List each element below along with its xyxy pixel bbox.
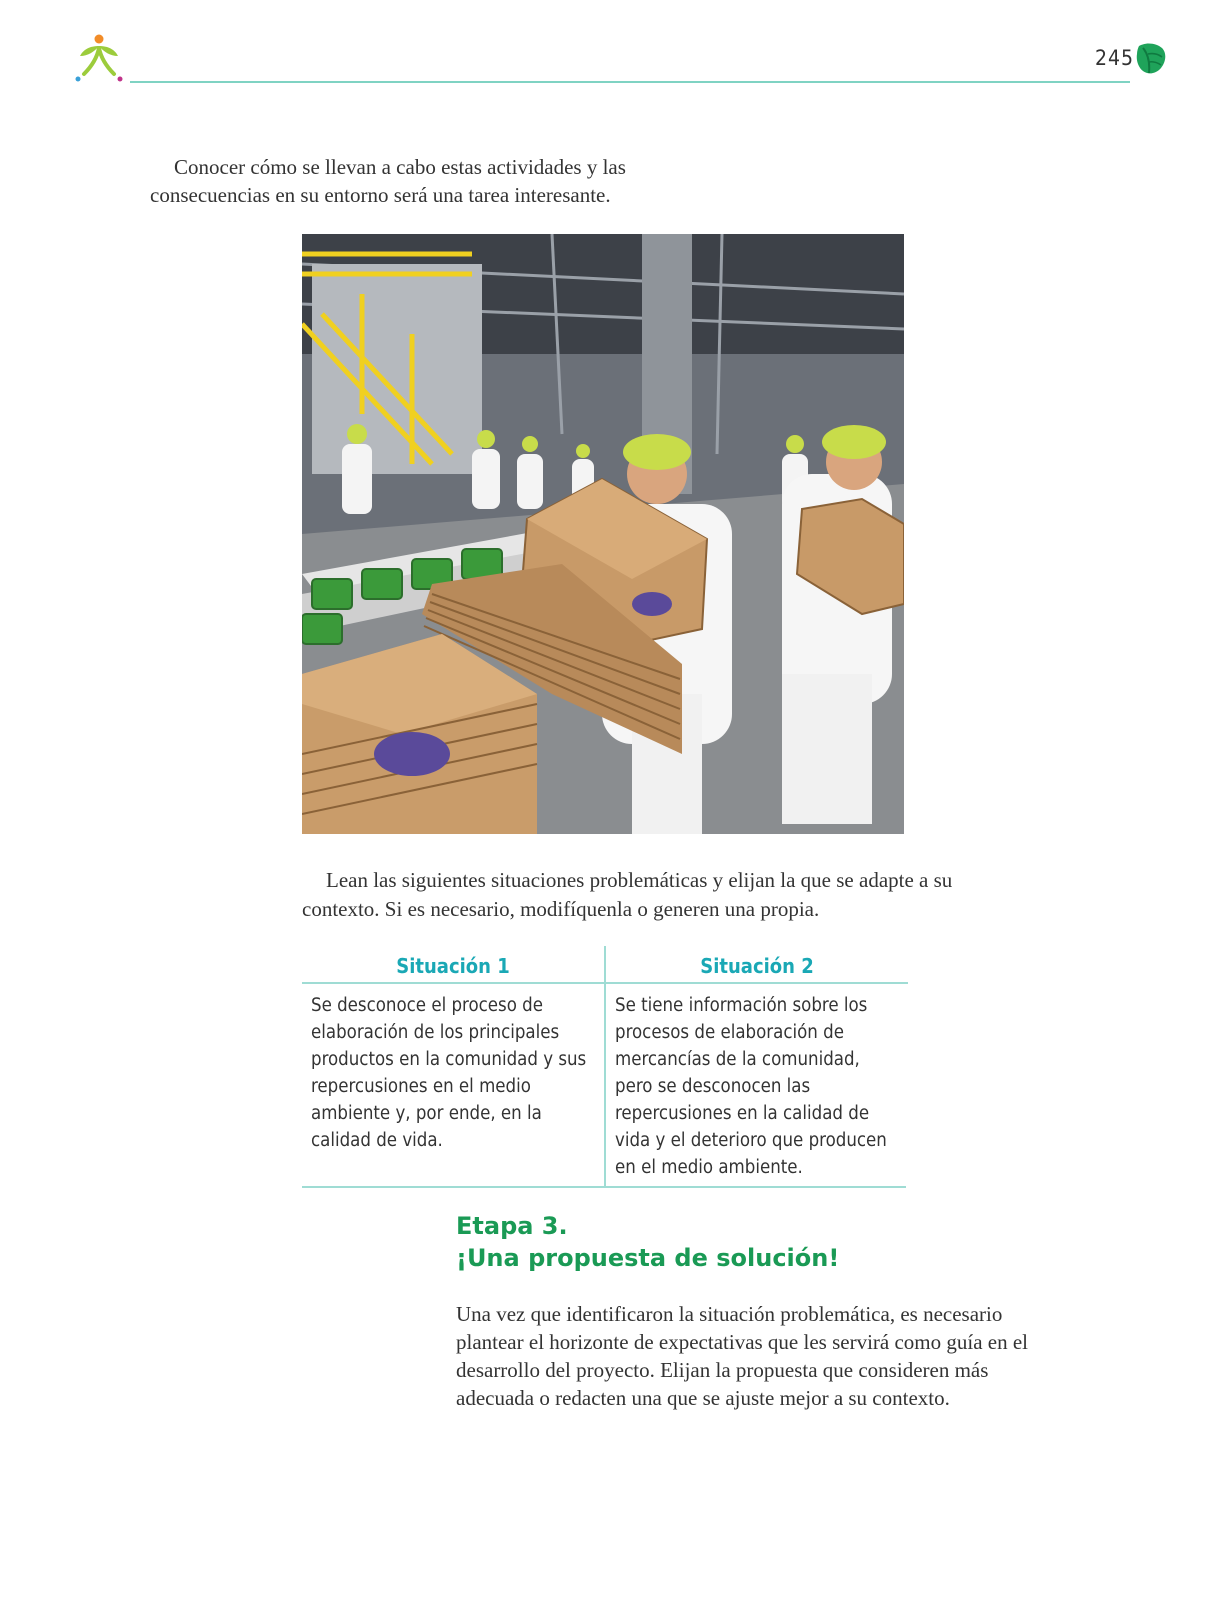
intro-paragraph: [150, 153, 710, 209]
situation-2-column: [604, 946, 908, 1186]
stage-body: [456, 1300, 1036, 1412]
green-leaf-icon: [1134, 40, 1168, 76]
stage-body-text: Una vez que identificaron la situación problemática, es necesario plantear el horizonte de expectativas que les servirá como guía en el desarrollo del proyecto. Elijan la propuesta que consideren más adecuada o redacten una que se ajuste mejor a su contexto.: [456, 1302, 1029, 1410]
instructions-paragraph: [302, 866, 982, 924]
situation-1-column: [302, 946, 604, 1186]
stage-subtitle: ¡Una propuesta de solución!: [456, 1244, 840, 1272]
situations-table: [302, 946, 906, 1188]
page-number: 245: [1095, 46, 1135, 70]
situation-2-text: Se tiene información sobre los procesos de elaboración de mercancías de la comunidad, pero se desconocen las repercusiones en la calidad de vida y el deterioro que producen en el medio ambiente.: [615, 995, 887, 1178]
photo-illustration: [302, 234, 904, 834]
stage-title: Etapa 3.: [456, 1212, 568, 1240]
sprout-figure-logo-icon: [72, 34, 128, 84]
intro-text: Conocer cómo se llevan a cabo estas actividades y las consecuencias en su entorno será una tarea interesante.: [150, 155, 626, 207]
situation-1-title: Situación 1: [302, 946, 604, 984]
situation-2-title: Situación 2: [606, 946, 908, 984]
situation-1-text: Se desconoce el proceso de elaboración de los principales productos en la comunidad y sus repercusiones en el medio ambiente y, por ende, en la calidad de vida.: [311, 995, 587, 1151]
header-rule: [130, 81, 1130, 83]
instructions-text: Lean las siguientes situaciones problemáticas y elijan la que se adapte a su contexto. Si es necesario, modifíquenla o generen una propia.: [302, 868, 953, 921]
factory-workers-boxes-photo: [302, 234, 904, 834]
